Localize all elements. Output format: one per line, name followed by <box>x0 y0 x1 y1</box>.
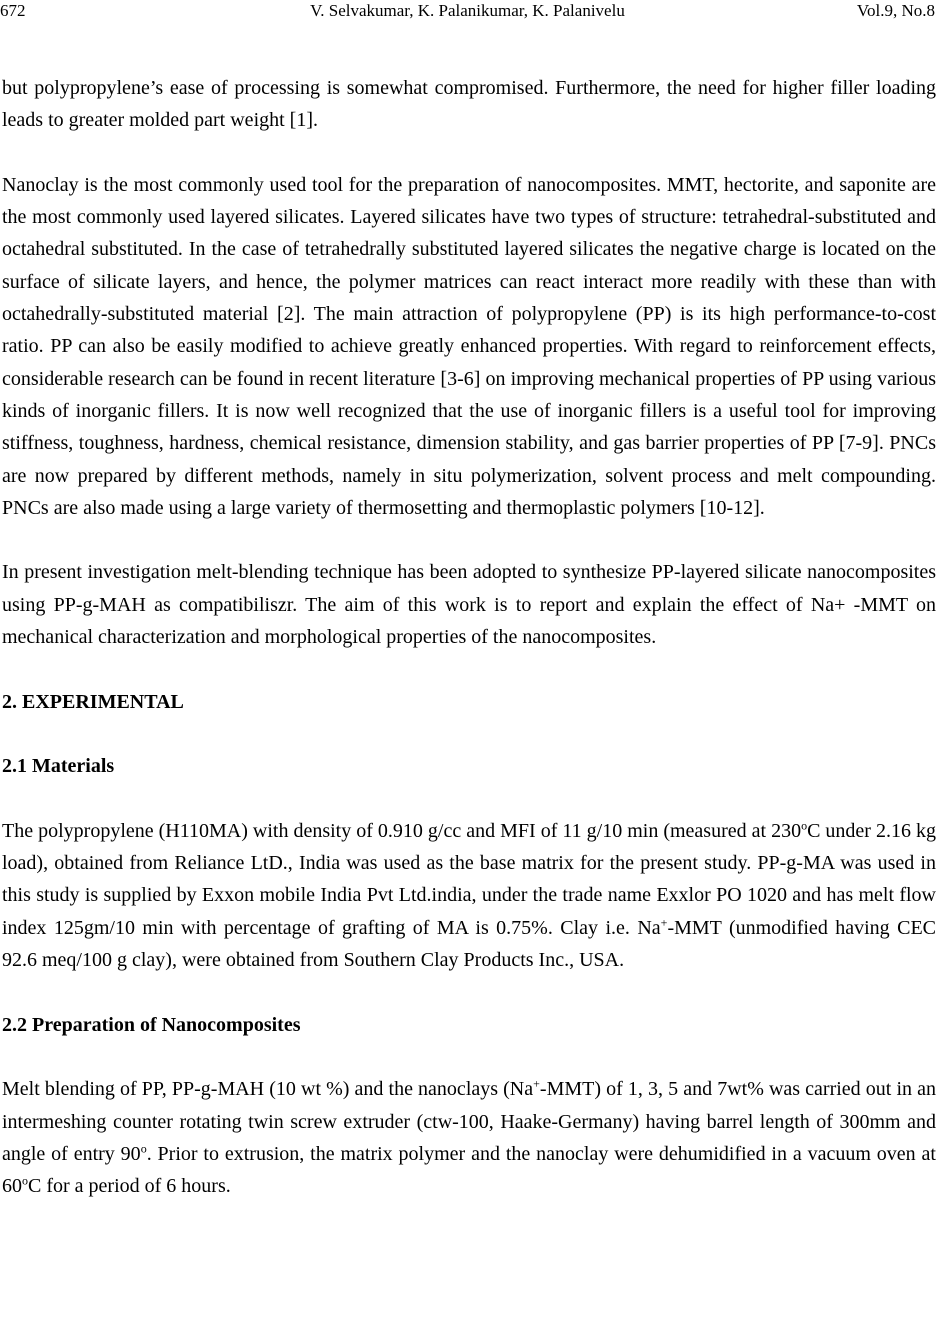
header-volume: Vol.9, No.8 <box>856 1 935 20</box>
subsection-heading-materials: 2.1 Materials <box>2 755 115 778</box>
paragraph-nanoclay: Nanoclay is the most commonly used tool for the preparation of nanocomposites. MMT, hectorite, and saponite are the most commonly used layered silicates. Layered silicates have two types of structure: tetrahedral-substituted and octahedral substituted. In the case of tetrahedrally substituted layered silicates the negative charge is located on the surface of silicate layers, and hence, the polymer matrices can react interact more readily with these than with octahedrally-substituted material [2]. The main attraction of polypropylene (PP) is its high performance-to-cost ratio. PP can also be easily modified to achieve greatly enhanced properties. With regard to reinforcement effects, considerable research can be found in recent literature [3-6] on improving mechanical properties of PP using various kinds of inorganic fillers. It is now well recognized that the use of inorganic fillers is a useful tool for improving stiffness, toughness, hardness, chemical resistance, dimension stability, and gas barrier properties of PP [7-9]. PNCs are now prepared by different methods, namely in situ polymerization, solvent process and melt compounding. PNCs are also made using a large variety of thermosetting and thermoplastic polymers [10-12]. <box>2 173 936 519</box>
page-number: 672 <box>0 1 26 20</box>
paragraph-preparation: Melt blending of PP, PP-g-MAH (10 wt %) and the nanoclays (Na+-MMT) of 1, 3, 5 and 7wt% was carried out in an intermeshing counter rotating twin screw extruder (ctw-100, Haake-Germany) having barrel length of 300mm and angle of entry 90$^o$. Prior to extrusion, the matrix polymer and the nanoclay were dehumidified in a vacuum oven at 60$^o$C for a period of 6 hours. <box>2 1076 936 1198</box>
subsection-heading-preparation: 2.2 Preparation of Nanocomposites <box>2 1013 301 1036</box>
paragraph-continuation: but polypropylene’s ease of processing is somewhat compromised. Furthermore, the need for higher filler loading leads to greater molded part weight [1]. <box>2 77 936 132</box>
paragraph-materials: The polypropylene (H110MA) with density of 0.910 g/cc and MFI of 11 g/10 min (measured at 230$^o$C under 2.16 kg load), obtained from Reliance LtD., India was used as the base matrix for the present study. PP-g-MA was used in this study is supplied by Exxon mobile India Pvt Ltd.india, under the trade name Exxlor PO 1020 and has melt flow index 125gm/10 min with percentage of grafting of MA is 0.75%. Clay i.e. Na+-MMT (unmodified having CEC 92.6 meq/100 g clay), were obtained from Southern Clay Products Inc., USA. <box>2 818 936 972</box>
paragraph-investigation: In present investigation melt-blending technique has been adopted to synthesize PP-layered silicate nanocomposites using PP-g-MAH as compatibiliszr. The aim of this work is to report and explain the effect of Na+ -MMT on mechanical characterization and morphological properties of the nanocomposites. <box>2 561 936 649</box>
main-text <box>2 72 936 1235</box>
section-heading-experimental: 2. EXPERIMENTAL <box>2 690 184 713</box>
header-authors: V. Selvakumar, K. Palanikumar, K. Palanivelu <box>310 1 625 20</box>
running-header <box>0 0 935 24</box>
